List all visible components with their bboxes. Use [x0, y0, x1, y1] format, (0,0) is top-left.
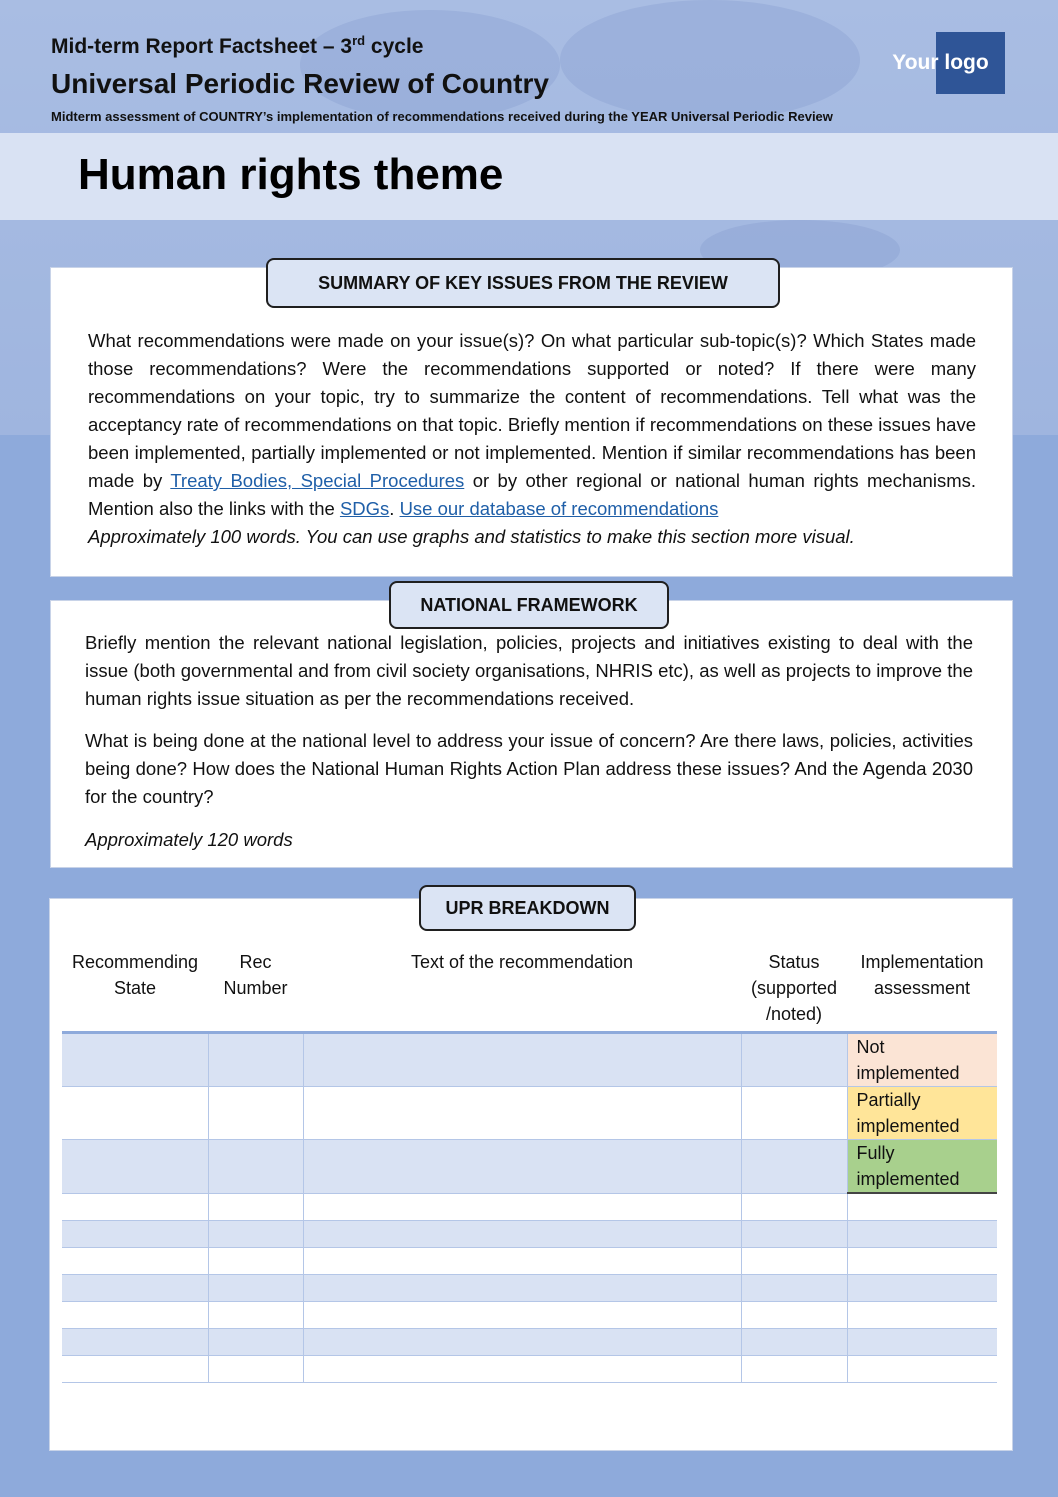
column-header: Rec Number	[208, 945, 303, 1033]
table-cell[interactable]	[62, 1247, 208, 1274]
summary-note: Approximately 100 words. You can use graphs and statistics to make this section more visual.	[88, 526, 855, 547]
table-row	[62, 1033, 997, 1087]
table-header-row	[62, 945, 997, 1033]
table-row	[62, 1193, 997, 1220]
report-header	[0, 0, 1058, 133]
summary-heading: SUMMARY OF KEY ISSUES FROM THE REVIEW	[266, 258, 780, 308]
framework-note: Approximately 120 words	[85, 829, 293, 850]
framework-heading: NATIONAL FRAMEWORK	[389, 581, 669, 629]
table-cell[interactable]	[208, 1355, 303, 1382]
assessment-not-implemented[interactable]: Not implemented	[847, 1033, 997, 1087]
table-cell[interactable]	[62, 1193, 208, 1220]
table-row	[62, 1274, 997, 1301]
assessment-fully-implemented[interactable]: Fully implemented	[847, 1140, 997, 1194]
table-cell[interactable]	[741, 1193, 847, 1220]
table-cell[interactable]	[303, 1301, 741, 1328]
table-cell[interactable]	[208, 1274, 303, 1301]
table-cell[interactable]	[303, 1328, 741, 1355]
table-cell[interactable]	[741, 1247, 847, 1274]
table-cell[interactable]	[847, 1355, 997, 1382]
table-cell[interactable]	[303, 1087, 741, 1140]
table-cell[interactable]	[741, 1033, 847, 1087]
table-row	[62, 1328, 997, 1355]
table-cell[interactable]	[62, 1301, 208, 1328]
breakdown-heading: UPR BREAKDOWN	[419, 885, 636, 931]
summary-text: What recommendations were made on your issue(s)? On what particular sub-topic(s)? Which States made those recommendations? Were the recommendations supported or noted? If there were many recommendations on your topic, try to summarize the content of recommendations. Tell what was the acceptancy rate of recommendations on that topic. Briefly mention if recommendations on these issues have been implemented, partially implemented or not implemented. Mention if similar recommendations has been made by Treaty Bodies, Special Procedures or by other regional or national human rights mechanisms. Mention also the links with the SDGs. Use our database of recommendations Approximately 100 words. You can use graphs and statistics to make this section more visual.	[88, 327, 976, 551]
table-cell[interactable]	[62, 1328, 208, 1355]
table-cell[interactable]	[303, 1033, 741, 1087]
table-cell[interactable]	[847, 1301, 997, 1328]
table-cell[interactable]	[741, 1355, 847, 1382]
column-header: Text of the recommendation	[303, 945, 741, 1033]
table-cell[interactable]	[62, 1220, 208, 1247]
table-cell[interactable]	[847, 1247, 997, 1274]
framework-paragraph-2: What is being done at the national level to address your issue of concern? Are there laws, policies, activities being done? How does the National Human Rights Action Plan address these issues? And the Agenda 2030 for the country?	[85, 730, 973, 807]
table-cell[interactable]	[208, 1193, 303, 1220]
table-cell[interactable]	[303, 1193, 741, 1220]
review-title: Universal Periodic Review of Country	[51, 68, 549, 99]
sdgs-link[interactable]: SDGs	[339, 498, 390, 519]
table-cell[interactable]	[62, 1087, 208, 1140]
table-cell[interactable]	[208, 1301, 303, 1328]
table-row	[62, 1140, 997, 1194]
table-cell[interactable]	[208, 1140, 303, 1194]
table-cell[interactable]	[303, 1220, 741, 1247]
table-cell[interactable]	[208, 1247, 303, 1274]
table-cell[interactable]	[741, 1328, 847, 1355]
table-cell[interactable]	[208, 1033, 303, 1087]
report-subtitle: Midterm assessment of COUNTRY’s implementation of recommendations received during the YEAR Universal Periodic Review	[51, 109, 833, 124]
table-cell[interactable]	[741, 1301, 847, 1328]
factsheet-title: Mid-term Report Factsheet – 3rd cycle	[51, 33, 424, 58]
table-cell[interactable]	[847, 1220, 997, 1247]
theme-title: Human rights theme	[78, 150, 504, 199]
table-cell[interactable]	[741, 1274, 847, 1301]
recommendations-database-link[interactable]: Use our database of recommendations	[399, 498, 719, 519]
table-cell[interactable]	[303, 1247, 741, 1274]
table-cell[interactable]	[62, 1033, 208, 1087]
table-cell[interactable]	[741, 1220, 847, 1247]
framework-paragraph-1: Briefly mention the relevant national legislation, policies, projects and initiatives existing to deal with the issue (both governmental and from civil society organisations, NHRIS etc), as well as projects to improve the human rights issue situation as per the recommendations received.	[85, 632, 973, 709]
table-cell[interactable]	[62, 1355, 208, 1382]
column-header: Recommending State	[62, 945, 208, 1033]
table-cell[interactable]	[847, 1274, 997, 1301]
table-cell[interactable]	[208, 1087, 303, 1140]
treaty-bodies-link[interactable]: Treaty Bodies, Special Procedures	[170, 470, 465, 491]
table-cell[interactable]	[208, 1328, 303, 1355]
table-cell[interactable]	[847, 1328, 997, 1355]
table-cell[interactable]	[208, 1220, 303, 1247]
logo-placeholder: Your logo	[936, 32, 1005, 94]
table-cell[interactable]	[303, 1140, 741, 1194]
assessment-partially-implemented[interactable]: Partially implemented	[847, 1087, 997, 1140]
upr-breakdown-table	[62, 945, 997, 1383]
table-cell[interactable]	[741, 1140, 847, 1194]
table-row	[62, 1087, 997, 1140]
table-row	[62, 1355, 997, 1382]
table-cell[interactable]	[62, 1274, 208, 1301]
column-header: Status (supported /noted)	[741, 945, 847, 1033]
table-row	[62, 1220, 997, 1247]
table-cell[interactable]	[741, 1087, 847, 1140]
table-cell[interactable]	[303, 1274, 741, 1301]
table-cell[interactable]	[303, 1355, 741, 1382]
table-cell[interactable]	[62, 1140, 208, 1194]
table-cell[interactable]	[847, 1193, 997, 1220]
table-row	[62, 1247, 997, 1274]
column-header: Implementation assessment	[847, 945, 997, 1033]
table-row	[62, 1301, 997, 1328]
